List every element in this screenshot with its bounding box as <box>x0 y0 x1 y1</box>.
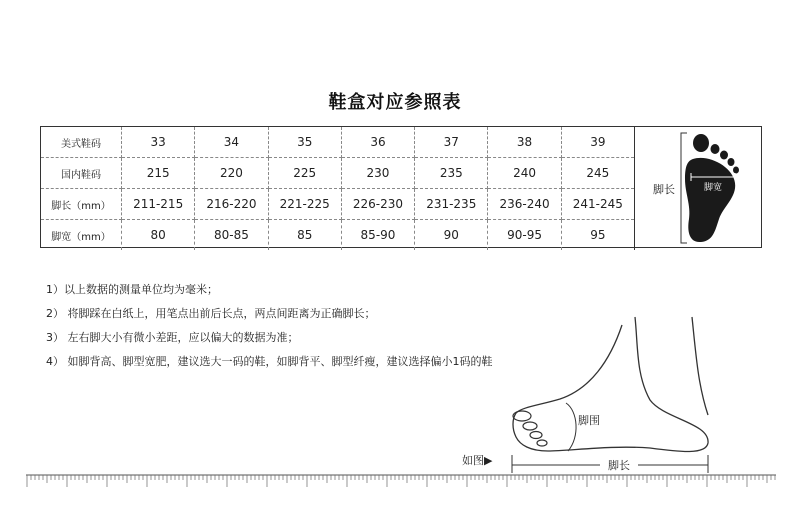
foot-length-label: 脚长 <box>653 183 675 196</box>
note-item: 1）以上数据的测量单位均为毫米； <box>46 283 218 296</box>
table-cell: 90-95 <box>488 220 561 251</box>
table-cell: 37 <box>415 127 488 158</box>
table-cell: 39 <box>561 127 634 158</box>
table-cell: 225 <box>268 158 341 189</box>
table-cell: 95 <box>561 220 634 251</box>
table-cell: 220 <box>195 158 268 189</box>
table-cell: 215 <box>122 158 195 189</box>
table-row <box>41 127 635 158</box>
table-cell: 231-235 <box>415 189 488 220</box>
table-cell: 80-85 <box>195 220 268 251</box>
table-cell: 85-90 <box>341 220 414 251</box>
notes-list <box>46 278 493 374</box>
table-cell: 240 <box>488 158 561 189</box>
table-cell: 211-215 <box>122 189 195 220</box>
table-cell: 230 <box>341 158 414 189</box>
table-row <box>41 220 635 251</box>
row-label: 脚宽（mm） <box>41 220 122 251</box>
table-cell: 216-220 <box>195 189 268 220</box>
note-item: 4） 如脚背高、脚型宽肥，建议选大一码的鞋，如脚背平、脚型纤瘦，建议选择偏小1码的鞋 <box>46 355 493 368</box>
length-label: 脚长 <box>608 459 630 472</box>
table-cell: 36 <box>341 127 414 158</box>
page-title: 鞋盒对应参照表 <box>328 92 462 113</box>
table-cell: 241-245 <box>561 189 634 220</box>
row-label: 脚长（mm） <box>41 189 122 220</box>
foot-side-illustration <box>460 315 730 475</box>
table-row <box>41 158 635 189</box>
ruler <box>26 474 776 492</box>
table-cell: 235 <box>415 158 488 189</box>
row-label: 美式鞋码 <box>41 127 122 158</box>
table-cell: 38 <box>488 127 561 158</box>
table-cell: 236-240 <box>488 189 561 220</box>
table-cell: 34 <box>195 127 268 158</box>
table-cell: 33 <box>122 127 195 158</box>
note-item: 3） 左右脚大小有微小差距，应以偏大的数据为准； <box>46 331 299 344</box>
size-table-body <box>41 127 635 250</box>
foot-width-label: 脚宽 <box>703 183 723 193</box>
girth-label: 脚围 <box>578 414 600 427</box>
foot-sole-icon <box>635 127 761 247</box>
table-cell: 35 <box>268 127 341 158</box>
table-cell: 226-230 <box>341 189 414 220</box>
table-cell: 85 <box>268 220 341 251</box>
note-item: 2） 将脚踩在白纸上，用笔点出前后长点，两点间距离为正确脚长； <box>46 307 376 320</box>
size-chart <box>40 126 762 248</box>
illustration-caption: 如图▶ <box>462 454 493 467</box>
table-cell: 245 <box>561 158 634 189</box>
row-label: 国内鞋码 <box>41 158 122 189</box>
foot-diagram-panel <box>635 127 761 247</box>
size-table <box>41 127 635 250</box>
ruler-ticks <box>27 475 775 487</box>
table-row <box>41 189 635 220</box>
table-cell: 221-225 <box>268 189 341 220</box>
table-cell: 80 <box>122 220 195 251</box>
table-cell: 90 <box>415 220 488 251</box>
